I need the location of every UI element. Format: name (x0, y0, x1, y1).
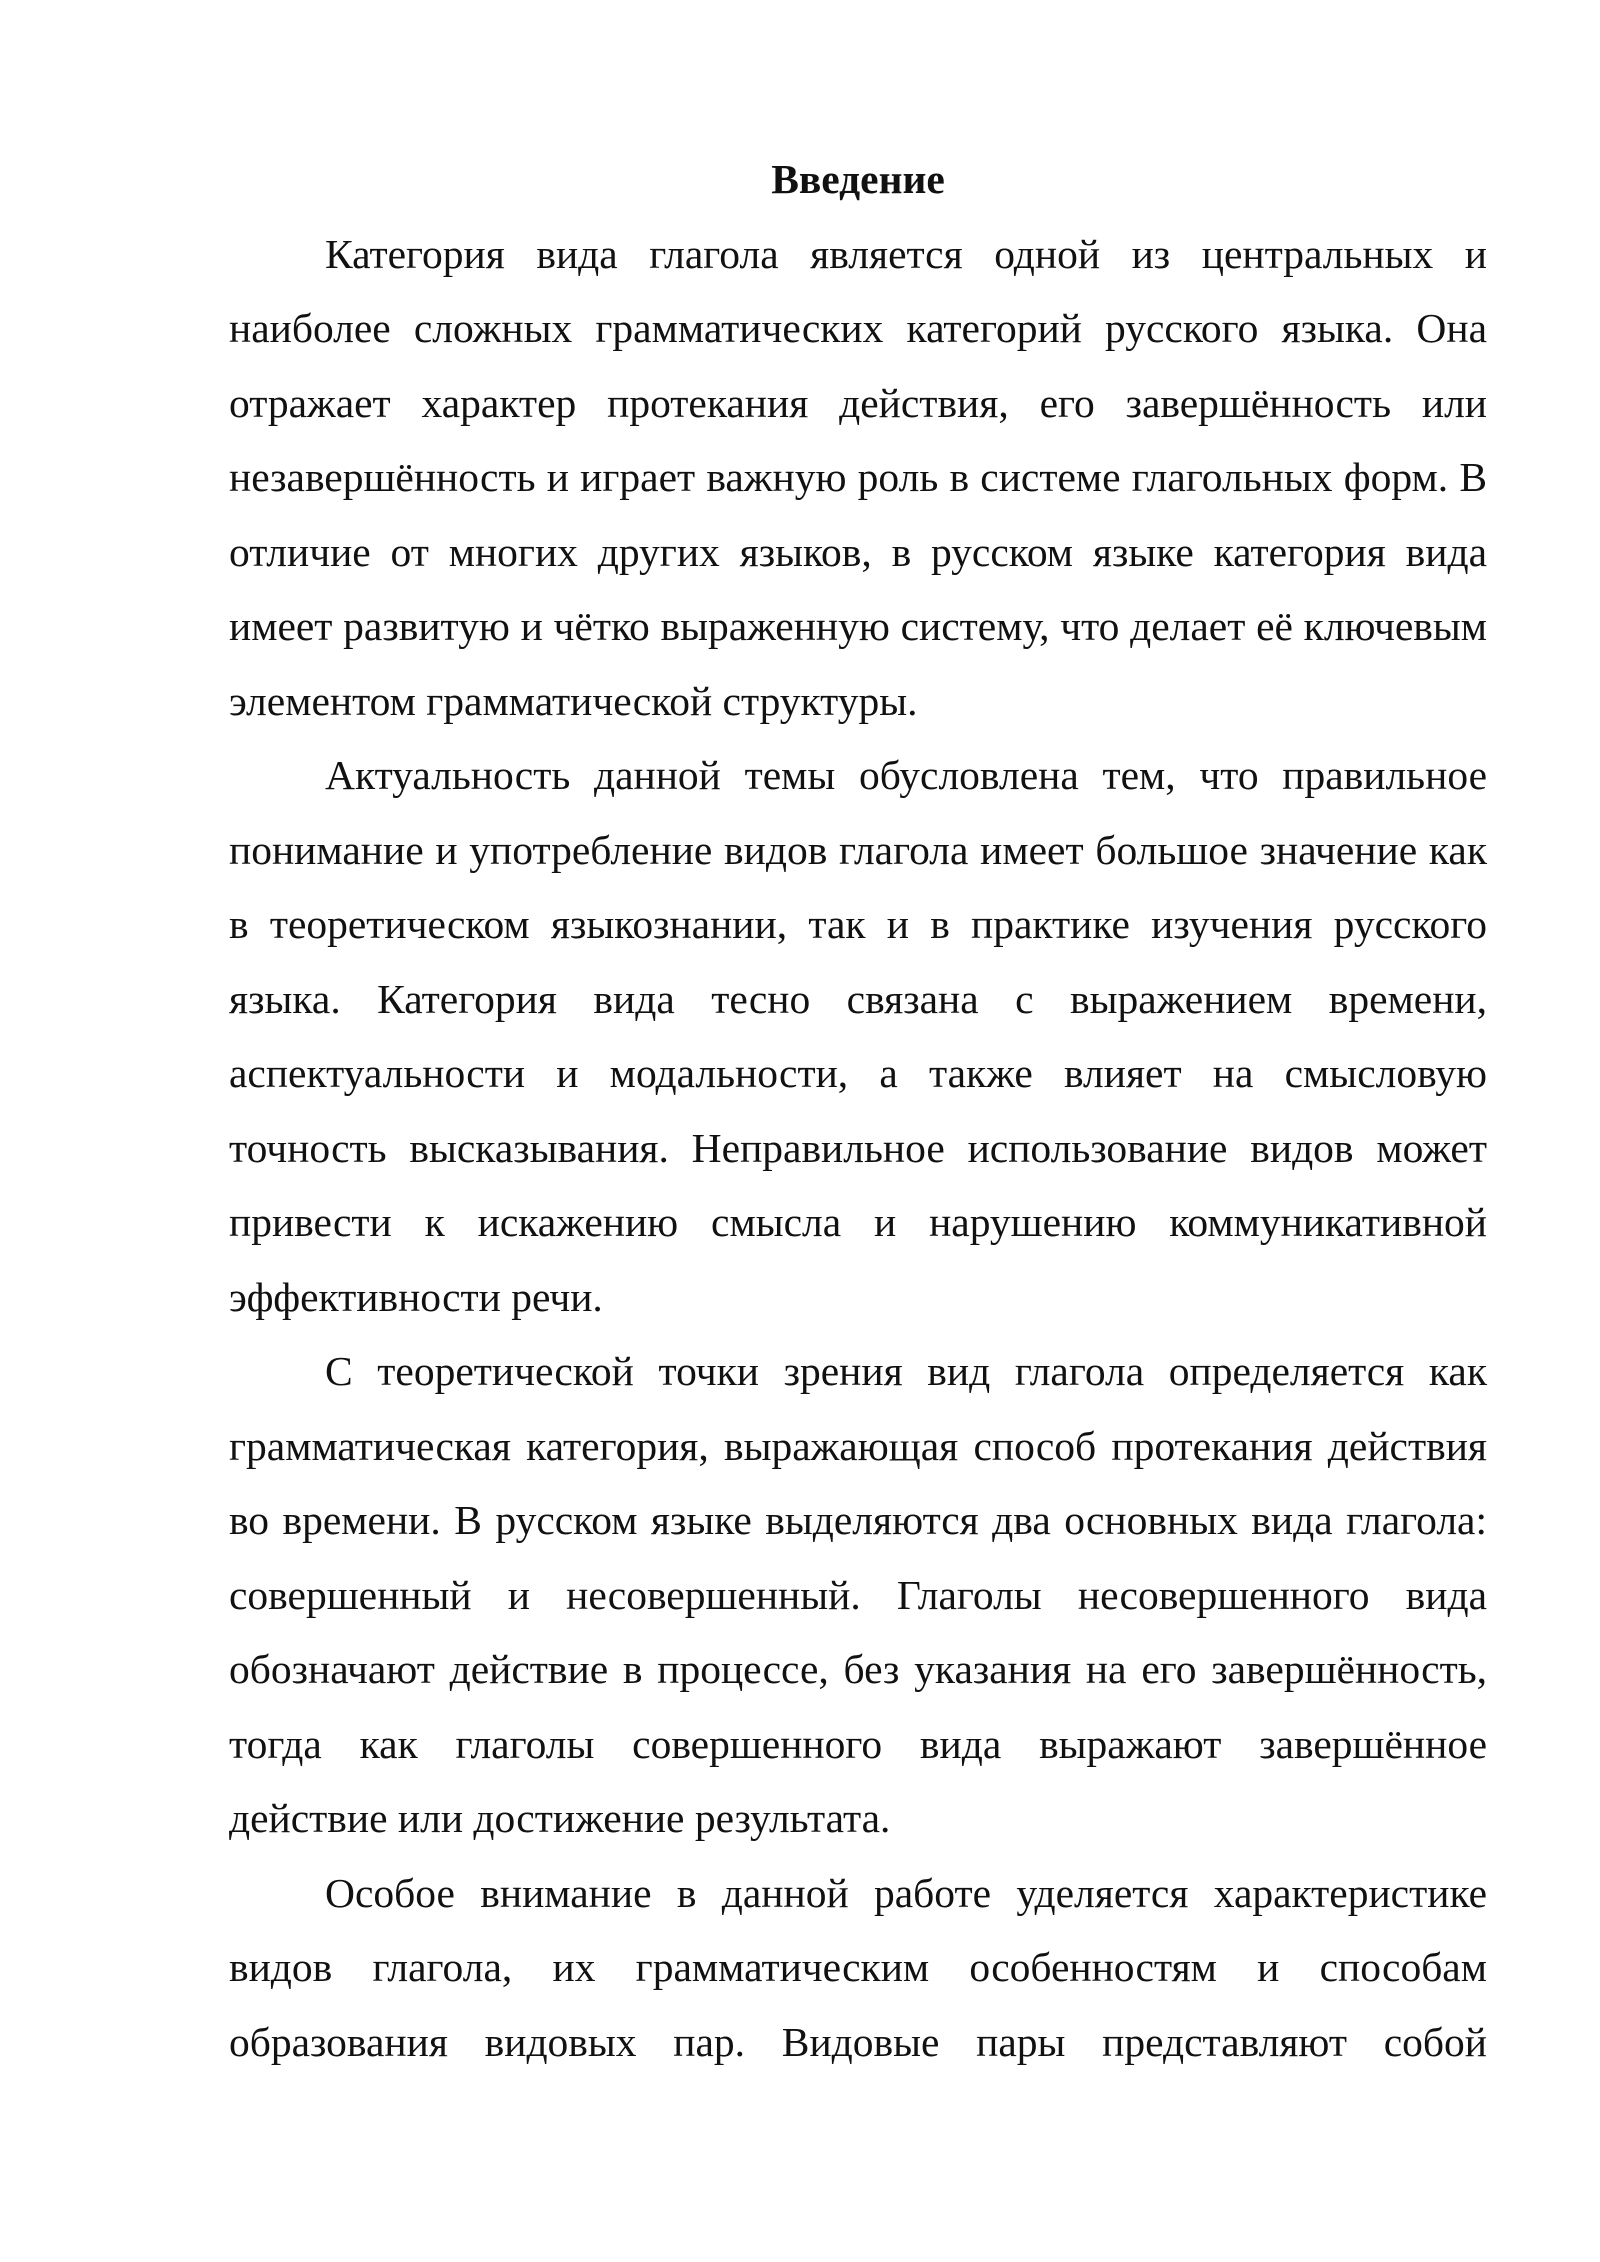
section-title: Введение (771, 156, 945, 202)
page-content (229, 142, 1487, 2079)
paragraph: С теоретической точки зрения вид глагола определяется как грамматическая категория, выражающая способ протекания действия во времени. В русском языке выделяются два основных вида глагола: совершенный и несовершенный. Глаголы несовершенного вида обозначают действие в процессе, без указания на его завершённость, тогда как глаголы совершенного вида выражают завершённое действие или достижение результата. (229, 1348, 1487, 1841)
paragraph: Особое внимание в данной работе уделяется характеристике видов глагола, их грамматическим особенностям и способам образования видовых пар. Видовые пары представляют собой (229, 1869, 1487, 2065)
paragraph: Актуальность данной темы обусловлена тем, что правильное понимание и употребление видов глагола имеет большое значение как в теоретическом языкознании, так и в практике изучения русского языка. Категория вида тесно связана с выражением времени, аспектуальности и модальности, а также влияет на смысловую точность высказывания. Неправильное использование видов может привести к искажению смысла и нарушению коммуникативной эффективности речи. (229, 752, 1487, 1320)
paragraph: Категория вида глагола является одной из центральных и наиболее сложных грамматических категорий русского языка. Она отражает характер протекания действия, его завершённость или незавершённость и играет важную роль в системе глагольных форм. В отличие от многих других языков, в русском языке категория вида имеет развитую и чётко выраженную систему, что делает её ключевым элементом грамматической структуры. (229, 230, 1487, 724)
